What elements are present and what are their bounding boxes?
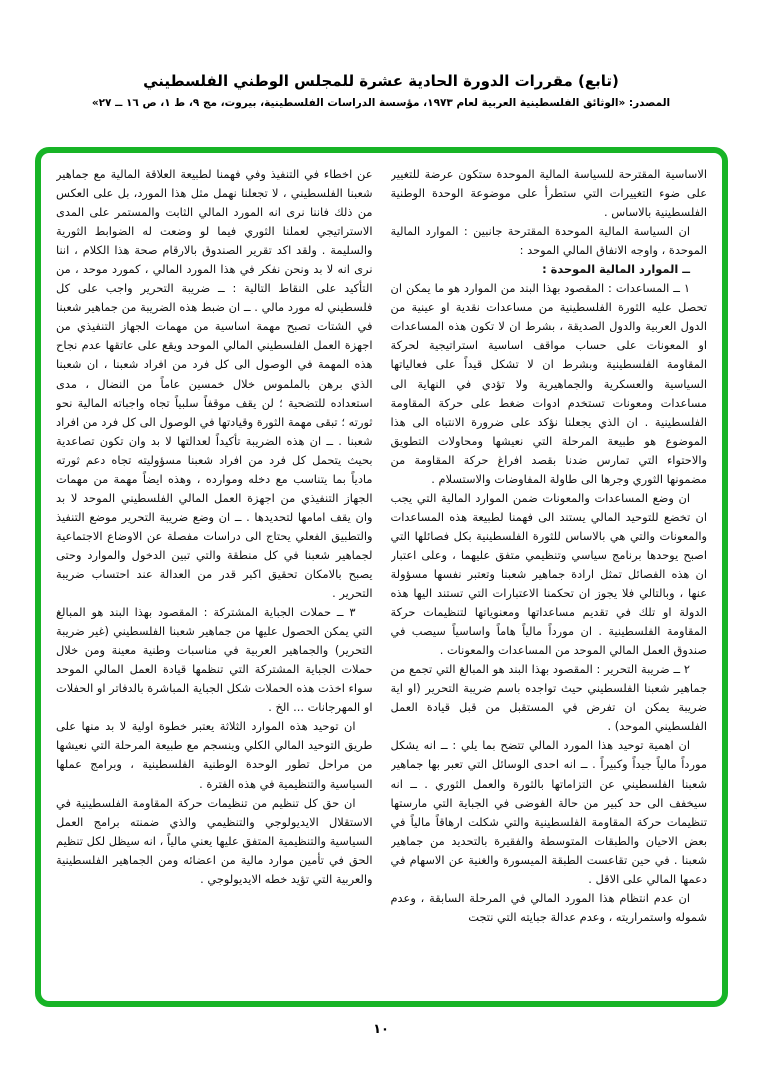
green-border-frame — [35, 147, 728, 1007]
left-column — [56, 165, 373, 989]
right-column — [391, 165, 708, 989]
paragraph: ان توحيد هذه الموارد الثلاثة يعتبر خطوة اولية لا بد منها على طريق التوحيد المالي الكلي وينسجم مع طبيعة المرحلة التي نعيشها من مراحل تطور الوحدة الوطنية الفلسطينية ، وبرامج عملها السياسية والتنظيمية في هذه الفترة . — [56, 719, 373, 791]
paragraph: ان حق كل تنظيم من تنظيمات حركة المقاومة الفلسطينية في الاستقلال الايديولوجي والتنظيمي والذي ضمنته برامج العمل السياسية والتنظيمية المتفق عليها يعني مالياً ، انه سيظل لكل تنظيم الحق في تأمين موارد مالية من اعضائه ومن الجماهير الفلسطينية والعربية التي تؤيد خطه الايديولوجي . — [56, 795, 373, 886]
paragraph: ٣ ــ حملات الجباية المشتركة : المقصود بهذا البند هو المبالغ التي يمكن الحصول عليها من جماهير شعبنا الفلسطيني (غير ضريبة التحرير) والجماهير العربية في مناسبات وطنية معينة ومن خلال حملات الجباية المشتركة التي تنظمها قيادة العمل المالي الموحد سواء اخذت هذه الحملات شكل الجباية المباشرة بالدفاتر او الحفلات او المهرجانات ... الخ . — [56, 605, 373, 715]
paragraph: ان السياسة المالية الموحدة المقترحة جانبين : الموارد المالية الموحدة ، واوجه الانفاق المالي الموحد : — [390, 224, 707, 258]
page-number: ١٠ — [373, 1022, 389, 1037]
page-header — [0, 72, 762, 109]
source-line: المصدر: «الوثائق الفلسطينية العربية لعام ١٩٧٣، مؤسسة الدراسات الفلسطينية، بيروت، مج ٩، ط ١، ص ١٦ ــ ٢٧» — [91, 97, 671, 109]
paragraph: عن اخطاء في التنفيذ وفي فهمنا لطبيعة العلاقة المالية مع جماهير شعبنا الفلسطيني ، لا تجعلنا نهمل مثل هذا المورد، بل على العكس من ذلك فاننا نرى انه المورد المالي الثابت والمستمر على المدى الاستراتيجي لعملنا الثوري فيما لو وضعت له الضوابط الثورية والسليمة . ولقد اكد تقرير الصندوق بالارقام صحة هذا الكلام ، اننا نرى انه لا بد ونحن نفكر في هذا المورد المالي ، كمورد موحد ، من التأكيد على النقاط التالية : ــ ضريبة التحرير واجب على كل فلسطيني له مورد مالي . ــ ان ضبط هذه الضريبة من جماهير شعبنا في الشتات تصبح مهمة اساسية من مهمات الجهاز التنفيذي من اجهزة العمل الفلسطيني المالي الموحد ويقع على عاتقها عدم نجاح هذه المهمة في الوصول الى كل فرد من افراد شعبنا ، ان شعبنا الذي برهن بالملموس خلال خمسين عاماً من النضال ، مدى استعداده للتضحية ؛ لن يقف موقفاً سلبياً تجاه واجباته المالية نحو ثورته ؛ تبقى مهمة الثورة وقيادتها في الوصول الى كل فرد من افراد شعبنا . ــ ان هذه الضريبة تأكيداً لعدالتها لا بد وان تكون تصاعدية بحيث يتحمل كل فرد من افراد شعبنا مسؤوليته تجاه دعم ثورته مادياً بما يتناسب مع دخله وموارده ، وهذه ايضاً مهمة من مهمات الجهاز التنفيذي من اجهزة العمل المالي الفلسطيني الموحد لا بد وان يقف امامها لتحديدها . ــ ان وضع ضريبة التحرير موضع التنفيذ والتطبيق الفعلي يحتاج الى دراسات مفصلة عن الاوضاع الاجتماعية لجماهير شعبنا في كل منطقة والتي تبين الدخول والموارد وحتى يصبح بالامكان تحقيق اكبر قدر من العدالة عند احتساب ضريبة التحرير . — [56, 167, 373, 601]
two-column-text-block — [41, 153, 722, 1001]
paragraph: ٢ ــ ضريبة التحرير : المقصود بهذا البند هو المبالغ التي تجمع من جماهير شعبنا الفلسطيني حيث تواجده باسم ضريبة التحرير (او اية ضريبة يمكن ان تفرض في المستقبل من قبل قيادة العمل الفلسطيني الموحد) . — [390, 662, 707, 734]
paragraph: ١ ــ المساعدات : المقصود بهذا البند من الموارد هو ما يمكن ان تحصل عليه الثورة الفلسطينية من مساعدات نقدية او عينية من الدول العربية والدول الصديقة ، بشرط ان لا تكون هذه المساعدات او المعونات على حساب مواقف اساسية استراتيجية لحركة المقاومة الفلسطينية وبشرط ان لا تشكل قيداً على فعالياتها السياسية والعسكرية والجماهيرية ولا تؤدي في النهاية الى مساعدات ومعونات تستخدم ادوات ضغط على حركة المقاومة الفلسطينية . ان الذي يجعلنا نؤكد على ضرورة الانتباه الى هذا الموضوع هو طبيعة المرحلة التي نعيشها ومحاولات التطويق والاحتواء التي تمارس ضدنا بقصد افراغ حركة المقاومة من مضمونها الثوري وجرها الى طاولة المفاوضات والاستسلام . — [390, 281, 707, 486]
paragraph: ــ الموارد المالية الموحدة : — [542, 262, 690, 277]
paragraph: ان اهمية توحيد هذا المورد المالي تتضح بما يلي : ــ انه يشكل مورداً مالياً جيداً وكبيراً . ــ انه احدى الوسائل التي تعبر بها جماهير شعبنا الفلسطيني عن التزاماتها بالثورة والعمل الثوري . ــ انه سيخفف الى حد كبير من حالة الفوضى في الجباية التي مارستها تنظيمات حركة المقاومة الفلسطينية والتي شكلت ارهاقاً مالياً في بعض الاحيان والطبقات المتوسطة والفقيرة بالتحديد من جماهير شعبنا . في حين تقاعست الطبقة الميسورة والغنية عن الاسهام في دعمها المالي على الاقل . — [390, 738, 707, 886]
page-title: (تابع) مقررات الدورة الحادية عشرة للمجلس الوطني الفلسطيني — [143, 72, 619, 90]
paragraph: الاساسية المقترحة للسياسة المالية الموحدة ستكون عرضة للتغيير على ضوء التغييرات التي ستطرأ على موضوعة الوحدة الوطنية الفلسطينية بالاساس . — [390, 167, 707, 220]
paragraph: ان وضع المساعدات والمعونات ضمن الموارد المالية التي يجب ان تخضع للتوحيد المالي يستند الى فهمنا لطبيعة هذه المساعدات والمعونات والتي هي بالاساس للثورة الفلسطينية بكل فصائلها التي اصبح يوحدها برنامج سياسي وتنظيمي متفق عليهما ، وعلى اعتبار ان هذه الفصائل تمثل ارادة جماهير شعبنا وتعتبر نفسها مسؤولة عنها ، وبالتالي فلا يجوز ان تحكمنا الاعتبارات التي تستند اليها هذه الدولة او تلك في تقديم مساعداتها ومعنوياتها لتنظيمات حركة المقاومة الفلسطينية . ان مورداً مالياً هاماً واساسياً سيصب في صندوق العمل المالي الموحد من المساعدات والمعونات . — [390, 490, 707, 658]
paragraph: ان عدم انتظام هذا المورد المالي في المرحلة السابقة ، وعدم شموله واستمراريته ، وعدم عدالة جبايته التي نتجت — [390, 890, 707, 924]
